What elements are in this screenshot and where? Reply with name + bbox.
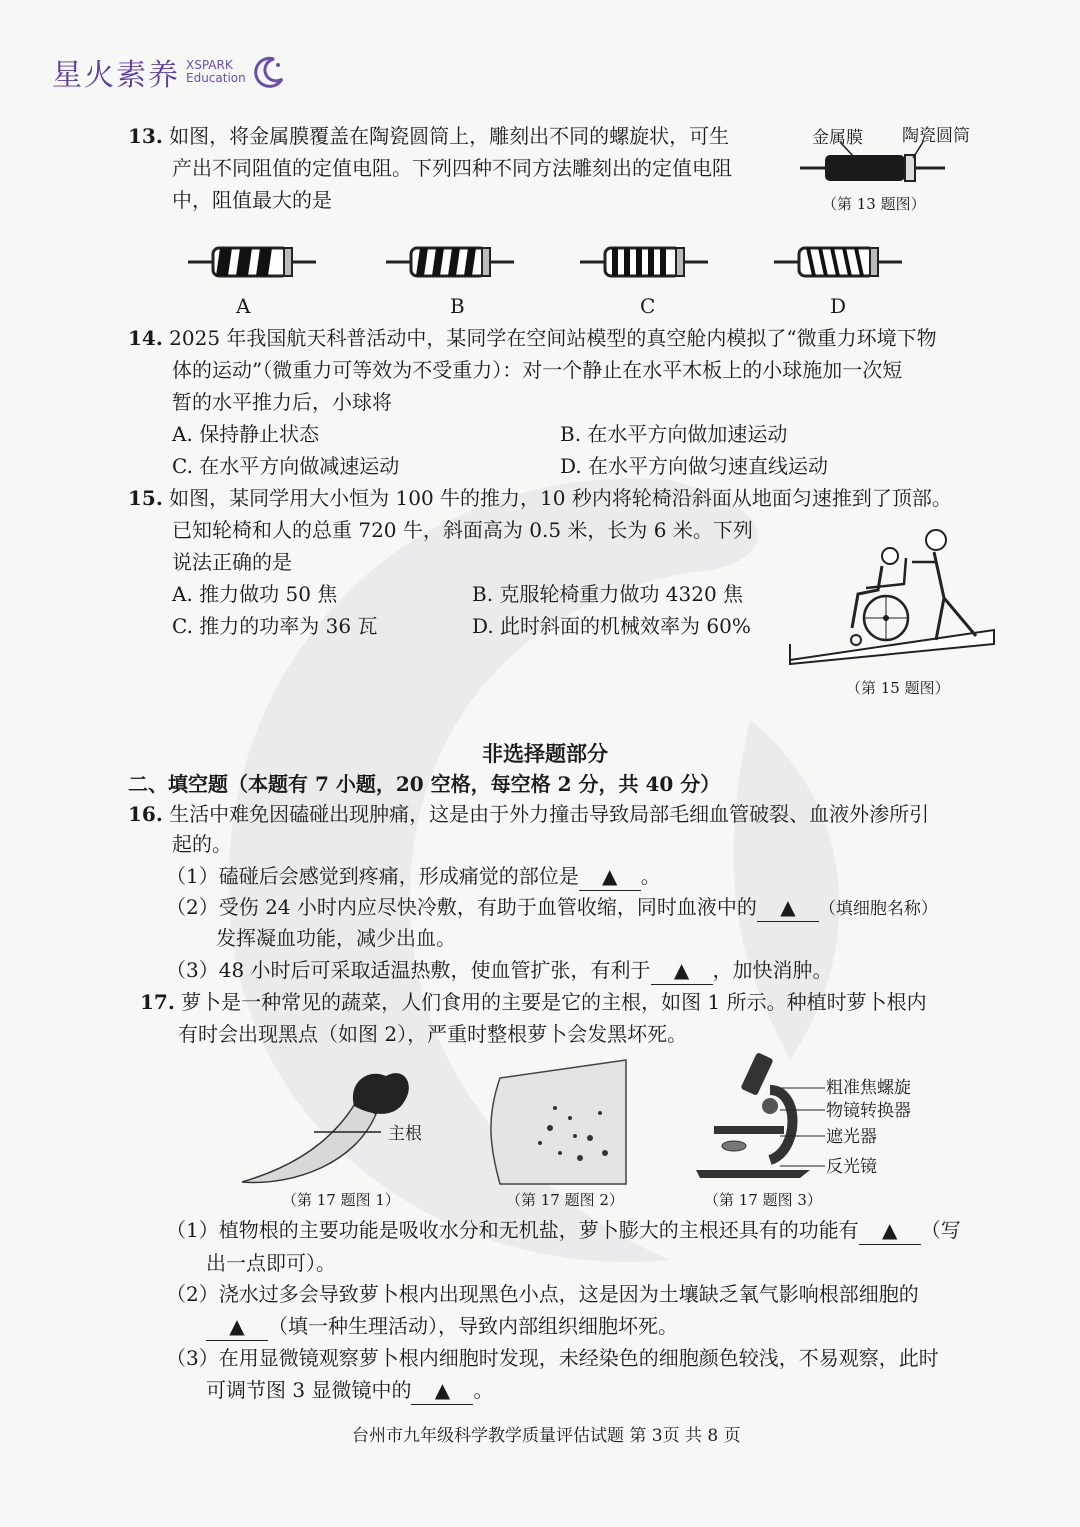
- fig17-3-label-mirror: 反光镜: [826, 1157, 877, 1177]
- q16-line-2: 起的。: [172, 832, 232, 856]
- resistor-option-b: [386, 240, 516, 284]
- answer-blank[interactable]: ▲: [859, 1216, 921, 1245]
- fig17-3-label-coarse-focus: 粗准焦螺旋: [826, 1078, 911, 1098]
- fig13-label-metal: 金属膜: [812, 128, 863, 148]
- fig17-2-radish-section: [480, 1058, 630, 1188]
- answer-blank[interactable]: ▲: [651, 956, 713, 985]
- fig15-wheelchair-ramp: [786, 518, 998, 668]
- fig17-1-caption: （第 17 题图 1）: [282, 1191, 400, 1209]
- q15-option-b: B. 克服轮椅重力做功 4320 焦: [472, 582, 744, 606]
- q14-line-3: 暂的水平推力后，小球将: [172, 390, 392, 414]
- brand-logo: [52, 50, 286, 94]
- q15-line-2: 已知轮椅和人的总重 720 牛，斜面高为 0.5 米，长为 6 米。下列: [172, 518, 753, 542]
- answer-blank[interactable]: ▲: [579, 862, 641, 891]
- fig17-3-leader-lines: [780, 1078, 830, 1178]
- q16-sub1: （1）磕碰后会感觉到疼痛，形成痛觉的部位是 ▲ 。: [166, 862, 661, 891]
- q17-sub3-cont: 可调节图 3 显微镜中的 ▲ 。: [206, 1376, 493, 1405]
- q17-line-2: 有时会出现黑点（如图 2），严重时整根萝卜会发黑坏死。: [178, 1022, 688, 1046]
- q16-sub2-cont: 发挥凝血功能，减少出血。: [216, 926, 456, 950]
- q13-line-1: 13. 如图，将金属膜覆盖在陶瓷圆筒上，雕刻出不同的螺旋状，可生: [128, 124, 730, 148]
- q15-line-1: 15. 如图，某同学用大小恒为 100 牛的推力，10 秒内将轮椅沿斜面从地面匀速推到了顶部。: [128, 486, 952, 510]
- q14-option-b: B. 在水平方向做加速运动: [560, 422, 788, 446]
- answer-blank[interactable]: ▲: [206, 1312, 268, 1341]
- option-label-d: D: [830, 294, 847, 318]
- fig13-resistor-diagram: [795, 140, 975, 190]
- brand-subtitle: XSPARK Education: [186, 58, 246, 85]
- q13-line-3: 中，阻值最大的是: [172, 188, 332, 212]
- q14-option-d: D. 在水平方向做匀速直线运动: [560, 454, 829, 478]
- fig17-1-label-main-root: 主根: [388, 1124, 422, 1144]
- q17-sub3: （3）在用显微镜观察萝卜根内细胞时发现，未经染色的细胞颜色较浅，不易观察，此时: [166, 1346, 939, 1370]
- fig17-3-caption: （第 17 题图 3）: [704, 1191, 822, 1209]
- fig17-2-caption: （第 17 题图 2）: [506, 1191, 624, 1209]
- resistor-option-d: [774, 240, 904, 284]
- fig17-3-label-diaphragm: 遮光器: [826, 1127, 877, 1147]
- answer-blank[interactable]: ▲: [411, 1376, 473, 1405]
- fig17-3-label-nosepiece: 物镜转换器: [826, 1101, 911, 1121]
- q17-line-1: 17. 萝卜是一种常见的蔬菜，人们食用的主要是它的主根，如图 1 所示。种植时萝卜根内: [140, 990, 927, 1014]
- answer-blank[interactable]: ▲: [757, 893, 819, 922]
- section-heading: 二、填空题（本题有 7 小题，20 空格，每空格 2 分，共 40 分）: [128, 772, 721, 796]
- option-label-a: A: [236, 294, 251, 318]
- q17-sub1: （1）植物根的主要功能是吸收水分和无机盐，萝卜膨大的主根还具有的功能有 ▲ （写: [166, 1216, 961, 1245]
- fig13-caption: （第 13 题图）: [822, 195, 926, 213]
- q15-option-c: C. 推力的功率为 36 瓦: [172, 614, 378, 638]
- fig13-label-ceramic: 陶瓷圆筒: [902, 126, 970, 146]
- q16-sub2: （2）受伤 24 小时内应尽快冷敷，有助于血管收缩，同时血液中的 ▲ （填细胞名称）: [166, 893, 938, 923]
- q14-line-2: 体的运动”（微重力可等效为不受重力）：对一个静止在水平木板上的小球施加一次短: [172, 358, 903, 382]
- q17-sub2-cont: ▲ （填一种生理活动），导致内部组织细胞坏死。: [206, 1312, 678, 1341]
- q14-option-c: C. 在水平方向做减速运动: [172, 454, 400, 478]
- q13-line-2: 产出不同阻值的定值电阻。下列四种不同方法雕刻出的定值电阻: [172, 156, 732, 180]
- brand-name: 星火素养: [52, 58, 180, 93]
- resistor-option-c: [580, 240, 710, 284]
- q15-option-a: A. 推力做功 50 焦: [172, 582, 338, 606]
- brand-moon-icon: [252, 55, 286, 89]
- q16-sub3: （3）48 小时后可采取适温热敷，使血管扩张，有利于 ▲ ，加快消肿。: [166, 956, 833, 985]
- page-footer: 台州市九年级科学教学质量评估试题 第 3页 共 8 页: [352, 1426, 741, 1446]
- option-label-c: C: [640, 294, 656, 318]
- section-title: 非选择题部分: [482, 741, 608, 766]
- q16-line-1: 16. 生活中难免因磕碰出现肿痛，这是由于外力撞击导致局部毛细血管破裂、血液外渗所引: [128, 802, 930, 826]
- option-label-b: B: [450, 294, 465, 318]
- q14-line-1: 14. 2025 年我国航天科普活动中，某同学在空间站模型的真空舱内模拟了“微重力环境下物: [128, 326, 937, 350]
- q17-sub2: （2）浇水过多会导致萝卜根内出现黑色小点，这是因为土壤缺乏氧气影响根部细胞的: [166, 1282, 919, 1306]
- resistor-option-a: [188, 240, 318, 284]
- q15-option-d: D. 此时斜面的机械效率为 60%: [472, 614, 751, 638]
- q15-line-3: 说法正确的是: [172, 550, 292, 574]
- q14-option-a: A. 保持静止状态: [172, 422, 320, 446]
- fig15-caption: （第 15 题图）: [846, 679, 950, 697]
- q17-sub1-cont: 出一点即可）。: [206, 1251, 336, 1275]
